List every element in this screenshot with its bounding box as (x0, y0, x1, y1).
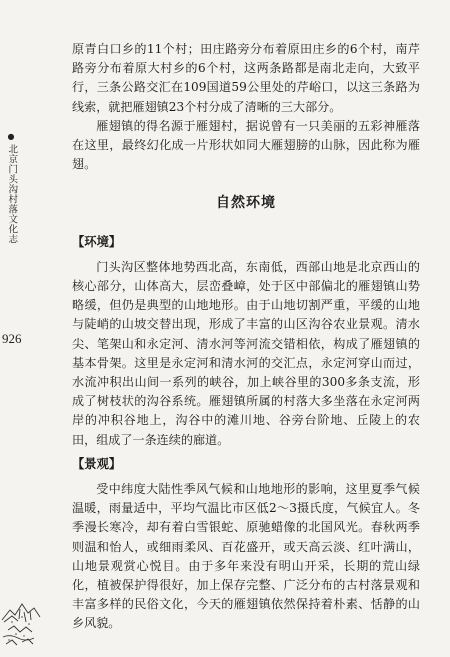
landscape-paragraph: 受中纬度大陆性季风气候和山地地形的影响，这里夏季气候温暖，雨量适中，平均气温比市区低2～3摄氏度，气候宜人。冬季漫长寒冷，却有着白雪银蛇、原驰蜡像的北国风光。春秋两季则温和怡人，或细雨柔风、百花盛开，或天高云淡、红叶满山，山地景观赏心悦目。由于多年来没有明山开采，长期的荒山绿化，植被保护得很好，加上保存完整、广泛分布的古村落景观和丰富多样的民俗文化，今天的雁翅镇依然保持着朴素、恬静的山乡风貌。 (72, 482, 420, 631)
page-number: 926 (2, 331, 22, 346)
environment-paragraph: 门头沟区整体地势西北高，东南低，西部山地是北京西山的核心部分，山体高大，层峦叠嶂，处于区中部偏北的雁翅镇山势略缓，但仍是典型的山地地形。由于山地切割严重，平缓的山地与陡峭的山坡交替出现，形成了丰富的山区沟谷农业景观。清水尖、笔架山和永定河、清水河等河流交错相依，构成了雁翅镇的基本骨架。这里是永定河和清水河的交汇点，永定河穿山而过，水流冲积出山间一系列的峡谷，加上峡谷里的300多条支流，形成了树枝状的沟谷系统。雁翅镇所属的村落大多坐落在永定河两岸的冲积谷地上，沟谷中的滩川地、谷旁台阶地、丘陵上的农田，组成了一条连续的廊道。 (72, 259, 420, 447)
mountain-sketch-decoration (0, 582, 70, 657)
intro-paragraph: 雁翅镇的得名源于雁翅村，据说曾有一只美丽的五彩神雁落在这里，最终幻化成一片形状如同大雁翅膀的山脉，因此称为雁翅。 (72, 118, 420, 172)
environment-heading: 【环境】 (72, 234, 122, 249)
running-side-title (4, 132, 18, 247)
section-title: 自然环境 (216, 195, 276, 212)
bullet-icon: ● (7, 132, 15, 141)
side-title-text: 北京门头沟村落文化志 (6, 143, 18, 244)
landscape-heading: 【景观】 (72, 456, 122, 471)
page-body (72, 40, 420, 634)
intro-paragraph-continued: 原青白口乡的11个村；田庄路旁分布着原田庄乡的6个村，南芹路旁分布着原大村乡的6个村，这两条路都是南北走向，大致平行，三条公路交汇在109国道59公里处的芹峪口，以这三条路为线索，就把雁翅镇23个村分成了清晰的三大部分。 (72, 42, 420, 114)
